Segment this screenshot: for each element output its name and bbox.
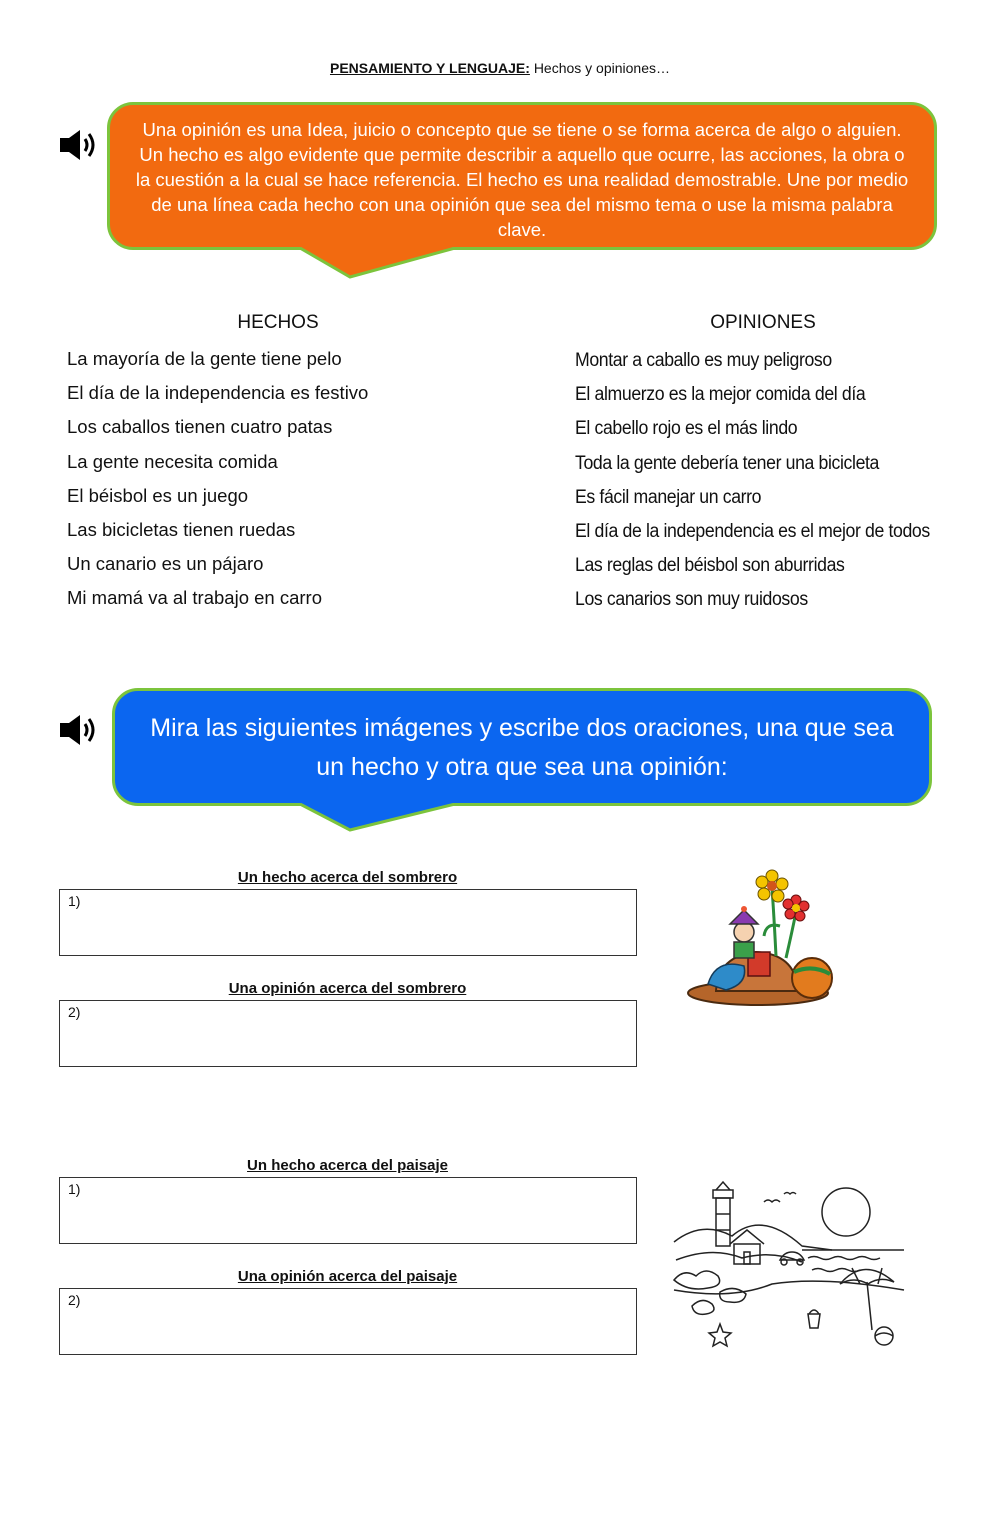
answer-number: 1) (68, 893, 81, 909)
hecho-item[interactable]: La gente necesita comida (67, 450, 278, 472)
sombrero-opinion-answer-box[interactable] (59, 1000, 637, 1067)
opinion-item[interactable]: Toda la gente debería tener una bicicleta (575, 452, 880, 474)
answer-number: 2) (68, 1004, 81, 1020)
sombrero-opinion-label: Una opinión acerca del sombrero (228, 980, 467, 997)
paisaje-fact-answer-box[interactable] (59, 1177, 637, 1244)
hecho-item[interactable]: Los caballos tienen cuatro patas (67, 416, 333, 438)
page-topic: Hechos y opiniones… (533, 60, 670, 76)
hecho-item[interactable]: Las bicicletas tienen ruedas (67, 518, 296, 540)
hecho-item[interactable]: El béisbol es un juego (67, 484, 249, 506)
hecho-item[interactable]: Mi mamá va al trabajo en carro (67, 587, 322, 609)
instruction-text-second: Mira las siguientes imágenes y escribe dos oraciones, una que sea un hecho y otra que sea una opinión: (150, 714, 894, 781)
hecho-item[interactable]: Un canario es un pájaro (67, 553, 264, 575)
instruction-bubble-blue (112, 688, 932, 806)
page-title (0, 60, 1000, 76)
answer-number: 2) (68, 1292, 81, 1308)
answer-number: 1) (68, 1181, 81, 1197)
bubble-tail-blue (300, 803, 460, 833)
paisaje-opinion-label: Una opinión acerca del paisaje (237, 1268, 458, 1285)
opinion-item[interactable]: El almuerzo es la mejor comida del día (575, 384, 866, 406)
paisaje-fact-label: Un hecho acerca del paisaje (247, 1157, 448, 1174)
landscape-illustration (672, 1180, 908, 1348)
paisaje-opinion-answer-box[interactable] (59, 1288, 637, 1355)
hecho-item[interactable]: La mayoría de la gente tiene pelo (67, 348, 342, 369)
opiniones-header: OPINIONES (710, 312, 816, 333)
sombrero-fact-answer-box[interactable] (59, 889, 637, 956)
opinion-item[interactable]: Es fácil manejar un carro (575, 486, 762, 508)
instruction-text-first: Una opinión es una Idea, juicio o concepto que se tiene o se forma acerca de algo o alguien. Un hecho es algo evidente que permite describir a aquello que ocurre, las acciones, la obra o la cuestión a la cual se hace referencia. El hecho es una realidad demostrable. Une por medio de una línea cada hecho con una opinión que sea del mismo tema o use la misma palabra clave. (135, 119, 909, 240)
speaker-volume-icon[interactable] (58, 127, 102, 163)
sombrero-fact-label: Un hecho acerca del sombrero (237, 869, 458, 886)
hechos-list (67, 347, 368, 621)
opinion-item[interactable]: Montar a caballo es muy peligroso (575, 350, 832, 371)
opinion-item[interactable]: Los canarios son muy ruidosos (575, 589, 808, 611)
opinion-item[interactable]: El día de la independencia es el mejor de todos (575, 520, 930, 542)
opiniones-list (575, 349, 930, 623)
opinion-item[interactable]: Las reglas del béisbol son aburridas (575, 555, 845, 577)
instruction-bubble-orange (107, 102, 937, 250)
opinion-item[interactable]: El cabello rojo es el más lindo (575, 418, 798, 440)
hecho-item[interactable]: El día de la independencia es festivo (67, 382, 369, 404)
bubble-tail-orange (300, 247, 460, 279)
page-subject: PENSAMIENTO Y LENGUAJE: (329, 60, 530, 76)
hechos-header: HECHOS (237, 312, 319, 333)
hat-illustration (686, 866, 846, 1011)
speaker-volume-icon[interactable] (58, 712, 102, 748)
